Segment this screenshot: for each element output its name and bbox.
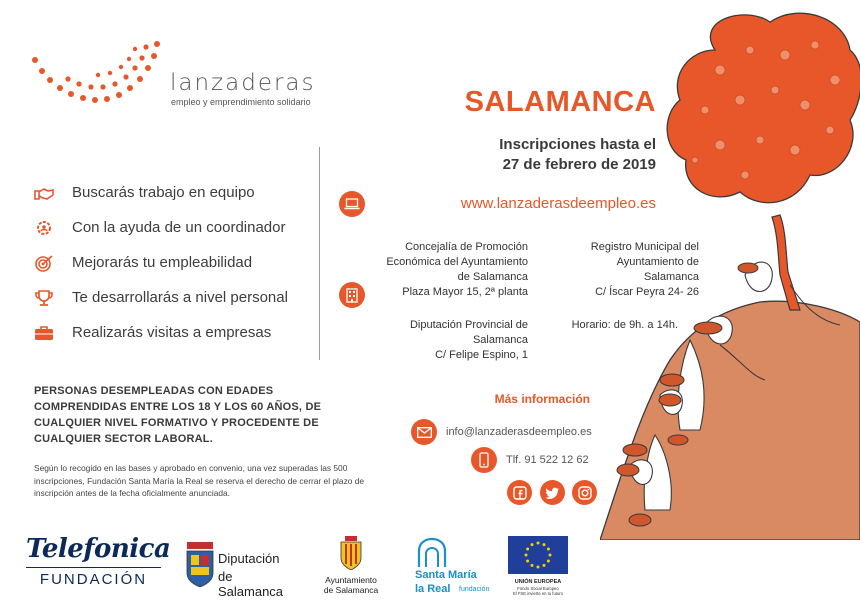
- feature-item: [34, 245, 319, 280]
- ayuntamiento-line1: Ayuntamiento: [325, 575, 377, 585]
- santa-maria-arch-icon: [415, 537, 449, 567]
- address-line: Salamanca: [643, 271, 699, 283]
- vertical-divider: [319, 147, 320, 360]
- lanzaderas-logo-dots: [30, 38, 170, 113]
- more-info-title: Más información: [494, 392, 590, 406]
- diputacion-line2: de Salamanca: [218, 569, 284, 599]
- ayuntamiento-crest-icon: [339, 536, 363, 570]
- tree-mountain-illustration: [600, 10, 860, 540]
- ayuntamiento-line2: de Salamanca: [323, 585, 379, 595]
- feature-label: Realizarás visitas a empresas: [72, 324, 272, 341]
- email-link[interactable]: info@lanzaderasdeempleo.es: [446, 426, 592, 438]
- santamaria-sub: fundación: [459, 586, 490, 593]
- trophy-icon: [34, 289, 54, 307]
- feature-item: [34, 315, 319, 350]
- ue-line3: El FSE invierte en tu futuro: [512, 591, 564, 596]
- laptop-icon: [339, 191, 365, 217]
- feature-label: Te desarrollarás a nivel personal: [72, 289, 288, 306]
- telefonica-sub: FUNDACIÓN: [26, 567, 161, 588]
- ayuntamiento-salamanca-logo: [318, 536, 384, 598]
- phone-icon: [471, 447, 497, 473]
- telefonica-wordmark: Telefonica: [26, 534, 171, 564]
- feature-item: [34, 210, 319, 245]
- building-icon: [339, 282, 365, 308]
- instagram-icon[interactable]: [572, 480, 597, 505]
- feature-label: Con la ayuda de un coordinador: [72, 219, 286, 236]
- address-line: de Salamanca: [457, 271, 528, 283]
- address-line: Diputación Provincial de: [409, 319, 528, 331]
- email-icon: [411, 419, 437, 445]
- feature-label: Buscarás trabajo en equipo: [72, 184, 255, 201]
- gear-person-icon: [34, 219, 54, 237]
- feature-item: [34, 280, 319, 315]
- target-icon: [34, 254, 54, 272]
- disclaimer-text: Según lo recogido en las bases y aprobado en convenio, una vez superadas las 500 inscripciones, Fundación Santa María la Real se reserva el derecho de cerrar el plazo de inscripción antes de la fecha oficialmente anunciada.: [34, 463, 365, 498]
- handshake-icon: [34, 184, 54, 202]
- address-line: Registro Municipal del: [590, 241, 699, 253]
- brand-tagline: empleo y emprendimiento solidario: [171, 97, 311, 107]
- diputacion-line1: Diputación: [218, 551, 280, 566]
- city-title: SALAMANCA: [464, 86, 656, 118]
- phone-number[interactable]: Tlf. 91 522 12 62: [506, 454, 589, 466]
- santamaria-line2: la Real: [415, 583, 451, 595]
- deadline-line2: 27 de febrero de 2019: [502, 156, 656, 173]
- facebook-icon[interactable]: [507, 480, 532, 505]
- website-link[interactable]: www.lanzaderasdeempleo.es: [460, 195, 656, 212]
- address-line: Económica del Ayuntamiento: [386, 256, 528, 268]
- address-line: Concejalía de Promoción: [405, 241, 528, 253]
- santa-maria-la-real-logo: [405, 537, 495, 599]
- union-europea-logo: [506, 536, 570, 600]
- telefonica-fundacion-logo: [26, 534, 171, 600]
- address-line: C/ Íscar Peyra 24- 26: [595, 286, 699, 298]
- eligibility-text: PERSONAS DESEMPLEADAS CON EDADES COMPRENDIDAS ENTRE LOS 18 Y LOS 60 AÑOS, DE CUALQUIER NIVEL FORMATIVO Y PROCEDENTE DE CUALQUIER SECTOR LABORAL.: [34, 385, 322, 445]
- ue-line2: Fondo Social Europeo: [517, 586, 559, 591]
- address-line: C/ Felipe Espino, 1: [435, 349, 528, 361]
- eu-flag-icon: [508, 536, 568, 574]
- address-diputacion: [370, 318, 528, 363]
- address-line: Ayuntamiento de: [616, 256, 699, 268]
- ue-line1: UNIÓN EUROPEA: [514, 579, 562, 585]
- feature-label: Mejorarás tu empleabilidad: [72, 254, 253, 271]
- address-concejalia: [370, 240, 528, 300]
- address-line: Plaza Mayor 15, 2ª planta: [402, 286, 528, 298]
- feature-item: [34, 175, 319, 210]
- diputacion-crest-icon: [185, 542, 215, 587]
- santamaria-line1: Santa María: [415, 569, 477, 581]
- briefcase-icon: [34, 324, 54, 342]
- address-line: Salamanca: [472, 334, 528, 346]
- brand-name: lanzaderas: [170, 70, 316, 96]
- twitter-icon[interactable]: [540, 480, 565, 505]
- deadline-line1: Inscripciones hasta el: [499, 136, 656, 153]
- feature-list: [34, 175, 319, 350]
- diputacion-salamanca-logo: [185, 542, 297, 599]
- opening-hours: Horario: de 9h. a 14h.: [571, 319, 678, 331]
